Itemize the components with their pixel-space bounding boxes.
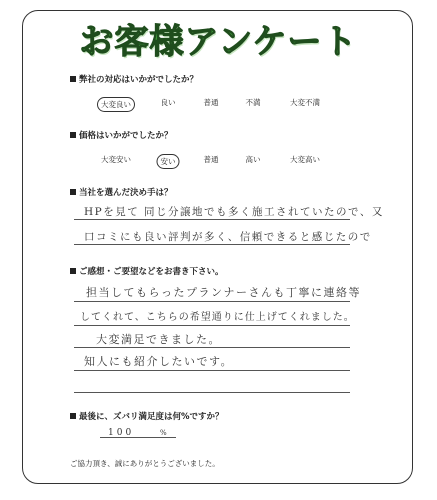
- bullet-square-icon: [70, 413, 76, 419]
- option-service-unsatisfied[interactable]: 不満: [245, 98, 261, 107]
- reason-rule-2: [74, 244, 350, 245]
- thanks-message: ご協力頂き、誠にありがとうございました。: [70, 459, 220, 468]
- satisfaction-rule: [100, 437, 176, 438]
- satisfaction-value: 100: [108, 428, 135, 438]
- option-service-very-good-selected[interactable]: 大変良い: [97, 97, 135, 112]
- comment-rule-2: [74, 325, 350, 326]
- option-price-expensive[interactable]: 高い: [245, 155, 261, 164]
- question-reason: 当社を選んだ決め手は？: [70, 186, 173, 198]
- comment-rule-3: [74, 347, 350, 348]
- satisfaction-unit: %: [160, 429, 167, 437]
- comment-rule-4: [74, 370, 350, 371]
- question-satisfaction: 最後に、ズバリ満足度は何%ですか？: [70, 410, 224, 422]
- reason-line-2: 口コミにも良い評判が多く、信頼できると感じたので: [84, 231, 372, 243]
- survey-title: お客様アンケート: [79, 22, 358, 62]
- reason-line-1: HPを見て 同じ分譲地でも多く施工されていたので、又: [84, 206, 384, 218]
- comment-line-2: してくれて、こちらの希望通りに仕上げてくれました。: [80, 312, 355, 323]
- option-service-good[interactable]: 良い: [160, 98, 176, 107]
- option-price-very-expensive[interactable]: 大変高い: [290, 155, 320, 164]
- question-price: 価格はいかがでしたか？: [70, 129, 173, 141]
- option-service-very-unsatisfied[interactable]: 大変不満: [290, 98, 320, 107]
- bullet-square-icon: [70, 76, 76, 82]
- option-price-cheap-selected[interactable]: 安い: [157, 154, 180, 169]
- comment-rule-1: [74, 301, 350, 302]
- option-price-very-cheap[interactable]: 大変安い: [101, 155, 131, 164]
- comment-line-3: 大変満足できました。: [96, 333, 221, 346]
- comment-rule-5: [74, 392, 350, 393]
- bullet-square-icon: [70, 189, 76, 195]
- question-comments: ご感想・ご要望などをお書き下さい。: [70, 265, 224, 277]
- reason-rule-1: [74, 219, 350, 220]
- question-service: 弊社の対応はいかがでしたか？: [70, 73, 198, 85]
- comment-line-1: 担当してもらったプランナーさんも丁寧に連絡等: [86, 286, 361, 299]
- comment-line-4: 知人にも紹介したいです。: [84, 355, 234, 368]
- bullet-square-icon: [70, 268, 76, 274]
- option-price-normal[interactable]: 普通: [203, 155, 219, 164]
- bullet-square-icon: [70, 132, 76, 138]
- option-service-normal[interactable]: 普通: [203, 98, 219, 107]
